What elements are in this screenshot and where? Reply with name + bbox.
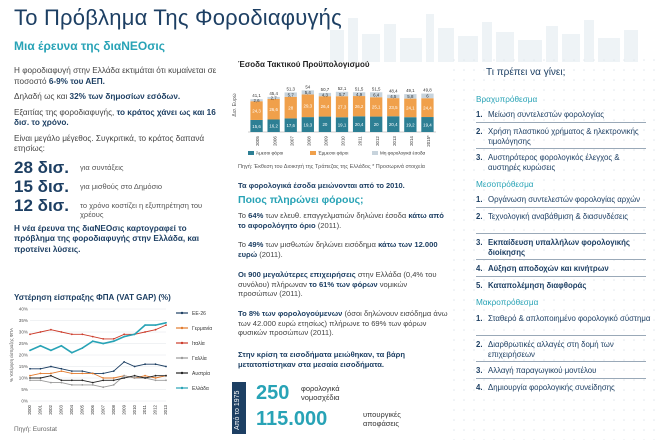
data-point [40,373,42,375]
data-point [123,375,125,377]
bar-total-label: 52,1 [337,85,347,91]
bar-value-label: 17,6 [286,123,296,129]
data-point [155,324,157,326]
bar-value-label: 6 [426,93,429,99]
who-pays-fact-1: Το 64% των ελευθ. επαγγελματιών δηλώνει έσοδα κάτω από το αφορολόγητο όριο (2011). [238,211,444,230]
data-point [81,379,83,381]
who-pays-fact-4: Το 8% των φορολογούμενων (όσοι δηλώνουν εισόδημα άνω των 42.000 ευρώ ετησίως) πλήρωνε το 69% των φόρων φυσικών προσώπων (2011). [238,309,448,337]
legend-marker [181,312,183,314]
y-axis-label: % Υστέρηση είσπραξης ΦΠΑ [9,328,14,382]
x-tick-label: 2008 [110,405,116,415]
bar-value-label: 4,3 [321,92,328,98]
bar-value-label: 5,7 [287,92,294,98]
bar-value-label: 5,4 [304,90,311,96]
x-tick-label: 2001 [37,405,43,415]
data-point [165,375,167,377]
short-term-item-text: Μείωση συντελεστών φορολογίας [488,110,604,119]
spend-amount: 12 δισ. [14,195,70,215]
revenue-chart-source: Πηγή: Έκθεση του Διοικητή της Τράπεζας της Ελλάδος * Προσωρινά στοιχεία [238,164,425,170]
bar-value-label: 16,2 [269,123,278,129]
mid-term-heading: Μεσοπρόθεσμα [476,180,534,189]
vat-gap-line-chart [8,303,223,425]
x-tick-label: 2011 [357,136,363,146]
data-point [71,333,73,335]
intro-paragraph-2: Δηλαδή ως και 32% των δημοσίων εσόδων. [14,92,181,101]
legend-label: Άμεσοι φόροι [256,150,284,156]
bar-total-label: 41,1 [252,93,261,99]
legend-marker [181,372,183,374]
long-term-item-text: Σταθερό & απλοποιημένο φορολογικό σύστημα [488,314,651,323]
data-point [134,333,136,335]
data-point [92,373,94,375]
legend-label: ΕΕ-26 [192,310,206,317]
mid-term-item-text: Τεχνολογική αναβάθμιση & διασυνδέσεις [488,212,629,221]
data-point [29,377,31,379]
data-point [50,329,52,331]
x-tick-label: 2010 [131,405,137,415]
divider [476,276,646,277]
data-point [102,338,104,340]
bar-value-label: 20,4 [354,121,364,127]
bar-value-label: 19,4 [423,122,432,128]
bar-total-label: 45,4 [269,90,278,96]
data-point [29,333,31,335]
data-point [144,331,146,333]
x-tick-label: 2007 [100,405,106,415]
data-point [155,329,157,331]
data-point [92,336,94,338]
bar-value-label: 4,5 [390,94,397,100]
data-point [165,379,167,381]
mid-term-item-text: Αύξηση αποδοχών και κινήτρων [488,264,609,273]
long-term-heading: Μακροπρόθεσμα [476,298,539,307]
bar-value-label: 20 [322,122,328,128]
vat-chart-source: Πηγή: Eurostat [14,426,57,433]
legend-label: Ιταλία [192,340,205,347]
data-point [123,361,125,363]
divider [476,148,646,149]
data-point [165,322,167,324]
tax-bills-count: 250 [256,382,290,404]
spend-amount: 28 δισ. [14,157,70,177]
legend-marker [181,387,183,389]
tax-bills-label-line-2: νομοσχέδια [301,393,340,402]
data-point [102,343,104,345]
spend-label: για συντάξεις [80,162,124,172]
data-point [144,377,146,379]
data-point [165,324,167,326]
data-point [60,370,62,372]
x-tick-label: 2009 [121,405,127,415]
data-point [134,366,136,368]
bar-total-label: 50,7 [320,86,330,92]
bar-value-label: 26,4 [320,104,330,110]
bar-value-label: 20,4 [388,121,398,127]
page-subtitle: Μια έρευνα της διαΝΕΟσις [14,39,165,53]
ministerial-decisions-label [363,410,401,428]
y-tick-label: 10% [18,375,28,381]
data-point [92,384,94,386]
data-point [113,340,115,342]
data-point [71,384,73,386]
ministerial-decisions-label-line-1: υπουργικές [363,410,401,419]
data-point [40,377,42,379]
x-tick-label: 2015* [426,135,432,147]
x-tick-label: 2011 [142,405,148,415]
data-point [165,366,167,368]
data-point [155,377,157,379]
intro-paragraph-1: Η φοροδιαφυγή στην Ελλάδα εκτιμάται ότι κυμαίνεται σε ποσοστό 6-9% του ΑΕΠ. [14,66,217,86]
bar-value-label: 27,3 [337,104,347,110]
data-point [40,368,42,370]
divider [476,378,646,379]
data-point [113,384,115,386]
data-point [50,375,52,377]
data-point [50,373,52,375]
bar-value-label: 28 [288,105,294,111]
bar-value-label: 25,1 [371,104,381,110]
x-tick-label: 2005 [79,405,85,415]
x-tick-label: 2013 [391,136,397,146]
new-research-text: Η νέα έρευνα της διαΝΕΟσις καρτογραφεί το πρόβλημα της φοροδιαφυγής στην Ελλάδα, και προτείνει λύσεις. [14,223,200,254]
data-point [60,331,62,333]
data-point [81,373,83,375]
data-point [29,368,31,370]
data-point [123,377,125,379]
x-tick-label: 2006 [272,136,278,146]
bar-value-label: 2,7 [270,95,277,101]
bar-total-label: 49,1 [406,88,415,94]
data-point [50,350,52,352]
x-tick-label: 2014 [409,136,415,146]
data-point [71,373,73,375]
tax-bills-label [301,384,340,402]
data-point [60,382,62,384]
legend-marker [181,327,183,329]
data-point [71,370,73,372]
bar-value-label: 19,3 [303,122,313,128]
page-title: Το Πρόβλημα Της Φοροδιαφυγής [14,5,342,30]
bar-value-label: 24,4 [423,105,432,111]
x-tick-label: 2005 [255,136,261,146]
data-point [155,379,157,381]
data-point [144,363,146,365]
x-tick-label: 2013 [163,405,169,415]
legend-swatch [372,151,378,155]
data-point [81,333,83,335]
data-point [81,370,83,372]
since-1975-tag [232,382,246,434]
x-tick-label: 2009 [323,136,329,146]
crisis-note: Στην κρίση τα εισοδήματα μειώθηκαν, τα βάρη μετατοπίστηκαν στα μεσαία εισοδήματα. [238,350,405,369]
bar-value-label: 26,2 [354,103,364,109]
since-1975-label: Από το 1975 [234,390,241,430]
spend-amount: 15 δισ. [14,176,70,196]
legend-label: Ελλάδα [192,385,209,392]
data-point [60,379,62,381]
y-tick-label: 0% [21,398,28,404]
short-term-item-text: Αυστηρότερος φορολογικός έλεγχος & αυστηρές κυρώσεις [488,153,620,172]
mid-term-item-text: Εκπαίδευση υπαλλήλων φορολογικής διοίκησης [488,238,630,257]
bar-value-label: 23,5 [388,104,398,110]
divider [476,207,646,208]
x-tick-label: 2008 [306,136,312,146]
spend-row-salaries [14,176,219,196]
mid-term-item-text: Οργάνωση συντελεστών φορολογίας αρχών [488,195,641,204]
data-point [71,379,73,381]
data-point [29,379,31,381]
bar-value-label: 6,4 [373,92,380,98]
bar-total-label: 51,3 [286,86,296,92]
bar-total-label: 54 [305,84,311,90]
data-point [134,375,136,377]
bar-value-label: 2,6 [253,98,260,104]
x-tick-label: 2006 [89,405,95,415]
y-tick-label: 20% [18,352,28,358]
revenue-chart-title: Έσοδα Τακτικού Προϋπολογισμού [238,60,370,69]
legend-label: Μη φορολογικά έσοδα [380,150,426,156]
bar-total-label: 49,8 [423,87,432,93]
data-point [123,336,125,338]
data-point [40,331,42,333]
legend-swatch [248,151,254,155]
y-tick-label: 5% [21,387,28,393]
x-tick-label: 2007 [289,136,295,146]
data-point [60,345,62,347]
x-tick-label: 2010 [340,136,346,146]
bar-value-label: 15,6 [252,123,261,129]
vat-chart-title: Υστέρηση είσπραξης ΦΠΑ (VAT GAP) (%) [14,293,171,302]
data-point [113,379,115,381]
series-line [30,376,166,383]
bar-value-label: 29,3 [303,103,313,109]
data-point [113,370,115,372]
x-tick-label: 2000 [27,405,33,415]
legend-swatch [310,151,316,155]
divider [476,122,646,123]
divider [476,233,646,234]
revenue-note: Τα φορολογικά έσοδα μειώνονται από το 2010. [238,181,405,190]
bar-value-label: 4,9 [356,91,363,97]
bar-value-label: 19,2 [406,122,415,128]
bar-value-label: 20 [373,122,379,128]
data-point [155,375,157,377]
data-point [29,375,31,377]
data-point [102,373,104,375]
data-point [40,345,42,347]
legend-label: Έμμεσοι φόροι [318,150,349,156]
data-point [134,377,136,379]
data-point [92,382,94,384]
data-point [123,333,125,335]
bar-value-label: 26,6 [269,107,278,113]
bar-value-label: 24,3 [252,108,261,114]
divider [476,335,646,336]
spend-row-pensions [14,157,219,177]
bar-total-label: 51,5 [371,86,381,92]
legend-label: Αυστρία [192,370,210,377]
data-point [40,379,42,381]
mid-term-item-text: Καταπολέμηση διαφθοράς [488,281,587,290]
bar-value-label: 5,7 [338,91,346,97]
data-point [155,363,157,365]
data-point [29,350,31,352]
who-pays-title: Ποιος πληρώνει φόρους; [238,194,364,206]
spend-label: για μισθούς στο Δημόσιο [80,181,163,191]
data-point [71,352,73,354]
legend-label: Γαλλία [192,355,207,362]
who-pays-fact-2: Το 49% των μισθωτών δηλώνει εισόδημα κάτω των 12.000 ευρώ (2011). [238,240,438,259]
series-line [30,371,166,378]
long-term-item-text: Αλλαγή παραγωγικού μοντέλου [488,366,597,375]
data-point [60,368,62,370]
data-point [113,338,115,340]
bar-value-label: 24,1 [406,105,415,111]
ministerial-decisions-count: 115.000 [256,408,328,430]
revenue-stacked-bar-chart [232,70,442,164]
y-tick-label: 30% [18,329,28,335]
y-tick-label: 25% [18,341,28,347]
y-tick-label: 35% [18,318,28,324]
bar-value-label: 19,1 [337,122,347,128]
y-axis-label: Δισ. Ευρώ [232,93,238,117]
actions-title: Τι πρέπει να γίνει; [486,67,566,78]
bar-total-label: 48,4 [388,88,398,94]
divider [476,259,646,260]
short-term-item-text: Χρήση πλαστικού χρήματος & ηλεκτρονικής τιμολόγησης [488,127,639,146]
data-point [92,340,94,342]
data-point [102,377,104,379]
divider [476,361,646,362]
data-point [50,366,52,368]
spend-row-debt [14,195,219,220]
y-tick-label: 40% [18,306,28,312]
ministerial-decisions-label-line-2: αποφάσεις [363,419,400,428]
intro-paragraph-3: Εξαιτίας της φοροδιαφυγής, το κράτος χάνει ως και 16 δισ. το χρόνο. [14,107,216,127]
data-point [113,377,115,379]
data-point [102,386,104,388]
legend-marker [181,342,183,344]
legend-label: Γερμανία [192,325,213,332]
x-tick-label: 2012 [374,136,380,146]
x-tick-label: 2002 [48,405,54,415]
header [0,0,660,62]
long-term-item-text: Δημιουργία φορολογικής συνείδησης [488,383,615,392]
data-point [50,382,52,384]
data-point [144,324,146,326]
tax-bills-label-line-1: φορολογικά [301,384,340,393]
intro-column [14,66,219,255]
x-tick-label: 2003 [58,405,64,415]
data-point [144,375,146,377]
short-term-heading: Βραχυπρόθεσμα [476,95,538,104]
intro-paragraph-4: Είναι μεγάλο μέγεθος. Συγκριτικά, το κράτος δαπανά ετησίως: [14,133,205,153]
x-tick-label: 2012 [152,405,158,415]
bar-total-label: 51,5 [354,86,364,92]
data-point [81,347,83,349]
x-tick-label: 2004 [69,405,75,415]
who-pays-fact-3: Οι 900 μεγαλύτερες επιχειρήσεις στην Ελλάδα (0,4% του συνόλου) πλήρωναν το 61% των φόρων νομικών προσώπων (2011). [238,270,437,298]
spend-label: το χρόνο κοστίζει η εξυπηρέτηση του χρέους [80,200,203,219]
long-term-item-text: Διαρθρωτικές αλλαγές στη δομή των επιχειρήσεων [488,340,614,359]
data-point [81,384,83,386]
legend-marker [181,357,183,359]
y-tick-label: 15% [18,364,28,370]
data-point [102,379,104,381]
bar-value-label: 5,8 [407,94,414,100]
